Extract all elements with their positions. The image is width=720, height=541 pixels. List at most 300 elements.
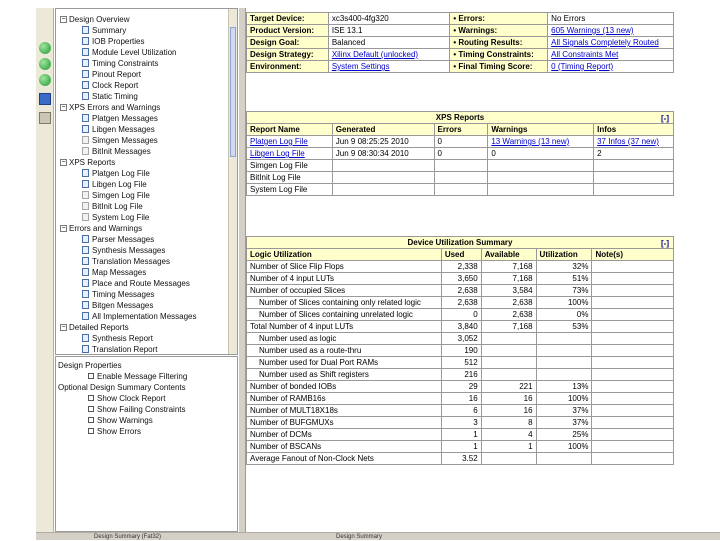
notes-cell bbox=[592, 369, 674, 381]
table-row bbox=[247, 184, 674, 196]
table-cell[interactable] bbox=[247, 136, 333, 148]
design-properties-pane bbox=[55, 356, 238, 532]
tree-node-label: Simgen Log File bbox=[92, 191, 150, 200]
collapse-icon[interactable]: − bbox=[61, 324, 66, 331]
table-cell bbox=[332, 148, 434, 160]
logic-name-cell: Average Fanout of Non-Clock Nets bbox=[247, 453, 442, 465]
run-icon[interactable] bbox=[39, 42, 51, 54]
tree-node-translation-report[interactable] bbox=[82, 344, 158, 355]
table-cell bbox=[247, 184, 333, 196]
cell-text: Simgen Log File bbox=[250, 161, 308, 170]
used-cell: 3.52 bbox=[441, 453, 481, 465]
status-row bbox=[247, 61, 674, 73]
document-icon bbox=[82, 136, 89, 144]
logic-name-cell: Number used as Shift registers bbox=[247, 369, 442, 381]
utilization-cell bbox=[536, 357, 592, 369]
status-label: Environment: bbox=[247, 61, 329, 73]
table-cell bbox=[488, 184, 594, 196]
logic-name-cell: Number of RAMB16s bbox=[247, 393, 442, 405]
status-value-text[interactable]: Xilinx Default (unlocked) bbox=[331, 50, 419, 59]
utilization-cell: 51% bbox=[536, 273, 592, 285]
tree-node-label: Platgen Log File bbox=[92, 169, 150, 178]
cell-text: Jun 9 08:25:25 2010 bbox=[335, 137, 409, 146]
available-cell: 4 bbox=[481, 429, 536, 441]
used-cell: 2,638 bbox=[441, 285, 481, 297]
used-cell: 6 bbox=[441, 405, 481, 417]
table-cell bbox=[434, 136, 488, 148]
column-header: Available bbox=[481, 249, 536, 261]
utilization-cell: 37% bbox=[536, 417, 592, 429]
property-label: Show Errors bbox=[97, 427, 142, 436]
status-label: Product Version: bbox=[247, 25, 329, 37]
document-icon bbox=[82, 59, 89, 67]
logic-name-cell: Number of Slice Flip Flops bbox=[247, 261, 442, 273]
tree-node-timing-messages[interactable] bbox=[82, 289, 154, 300]
table-row bbox=[247, 357, 674, 369]
document-icon bbox=[82, 268, 89, 276]
table-row bbox=[247, 453, 674, 465]
collapse-icon[interactable]: − bbox=[61, 159, 66, 166]
column-header: Infos bbox=[594, 124, 674, 136]
utilization-cell: 73% bbox=[536, 285, 592, 297]
tree-node-platgen-messages[interactable] bbox=[82, 113, 158, 124]
utilization-cell: 100% bbox=[536, 297, 592, 309]
document-icon bbox=[82, 48, 89, 56]
notes-cell bbox=[592, 321, 674, 333]
status-value bbox=[548, 13, 674, 25]
tree-scrollbar-thumb[interactable] bbox=[230, 27, 236, 157]
tree-node-errors-and-warnings[interactable] bbox=[60, 223, 142, 234]
status-label-text: • Final Timing Score: bbox=[453, 62, 532, 71]
available-cell: 16 bbox=[481, 405, 536, 417]
table-cell bbox=[332, 172, 434, 184]
column-header: Logic Utilization bbox=[247, 249, 442, 261]
tree-node-bitinit-messages[interactable] bbox=[82, 146, 151, 157]
table-cell bbox=[434, 184, 488, 196]
property-show-errors[interactable] bbox=[88, 426, 141, 437]
taskbar-item[interactable]: Design Summary (Fat32) bbox=[94, 534, 162, 540]
tree-node-label: BitInit Messages bbox=[92, 147, 151, 156]
document-icon bbox=[82, 202, 89, 210]
tree-node-label: Summary bbox=[92, 26, 127, 35]
utilization-cell: 13% bbox=[536, 381, 592, 393]
project-status-table bbox=[246, 12, 674, 73]
available-cell: 7,168 bbox=[481, 321, 536, 333]
property-label: Show Failing Constraints bbox=[97, 405, 186, 414]
column-header: Utilization bbox=[536, 249, 592, 261]
status-value-text: No Errors bbox=[551, 14, 586, 23]
cell-text: 0 bbox=[437, 137, 442, 146]
table-cell bbox=[434, 172, 488, 184]
document-icon bbox=[82, 345, 89, 353]
table-cell bbox=[594, 148, 674, 160]
document-icon bbox=[82, 301, 89, 309]
status-value[interactable] bbox=[328, 49, 450, 61]
checkbox[interactable] bbox=[88, 428, 94, 434]
tree-node-timing-constraints[interactable] bbox=[82, 58, 158, 69]
tree-node-pinout-report[interactable] bbox=[82, 69, 141, 80]
status-label bbox=[450, 61, 548, 73]
document-icon bbox=[82, 169, 89, 177]
tree-node-label: Timing Messages bbox=[92, 290, 155, 299]
xps-reports-header bbox=[247, 112, 674, 124]
table-row bbox=[247, 273, 674, 285]
available-cell bbox=[481, 333, 536, 345]
status-label bbox=[450, 25, 548, 37]
notes-cell bbox=[592, 309, 674, 321]
tree-node-label: Place and Route Messages bbox=[92, 279, 190, 288]
status-value-text[interactable]: 605 Warnings (13 new) bbox=[551, 26, 634, 35]
property-label: Show Warnings bbox=[97, 416, 153, 425]
column-header: Report Name bbox=[247, 124, 333, 136]
utilization-cell: 100% bbox=[536, 441, 592, 453]
logic-name-cell: Number of 4 input LUTs bbox=[247, 273, 442, 285]
tree-node-iob-properties[interactable] bbox=[82, 36, 144, 47]
xps-reports-title: XPS Reports bbox=[435, 113, 485, 122]
table-row bbox=[247, 321, 674, 333]
status-value[interactable] bbox=[548, 25, 674, 37]
tree-node-label: Bitgen Messages bbox=[92, 301, 154, 310]
table-cell bbox=[594, 184, 674, 196]
table-row bbox=[247, 297, 674, 309]
document-icon bbox=[82, 257, 89, 265]
status-label: Design Goal: bbox=[247, 37, 329, 49]
status-value-text[interactable]: 0 (Timing Report) bbox=[551, 62, 614, 71]
status-label-text: • Errors: bbox=[453, 14, 485, 23]
tree-node-label: All Implementation Messages bbox=[92, 312, 197, 321]
document-icon bbox=[82, 213, 89, 221]
logic-name-cell: Number of BSCANs bbox=[247, 441, 442, 453]
status-label: Design Strategy: bbox=[247, 49, 329, 61]
tree-node-label: Platgen Messages bbox=[92, 114, 158, 123]
document-icon bbox=[82, 180, 89, 188]
used-cell: 3,052 bbox=[441, 333, 481, 345]
used-cell: 3 bbox=[441, 417, 481, 429]
status-value[interactable] bbox=[548, 37, 674, 49]
tree-node-xps-errors-and-warnings[interactable] bbox=[60, 102, 160, 113]
table-row bbox=[247, 345, 674, 357]
document-icon bbox=[82, 147, 89, 155]
column-header: Note(s) bbox=[592, 249, 674, 261]
checkbox[interactable] bbox=[88, 373, 94, 379]
logic-name-cell: Number of BUFGMUXs bbox=[247, 417, 442, 429]
column-header: Warnings bbox=[488, 124, 594, 136]
design-summary-icon[interactable] bbox=[39, 93, 51, 105]
tree-node-place-and-route-messages[interactable] bbox=[82, 278, 190, 289]
table-cell[interactable] bbox=[247, 148, 333, 160]
tree-node-summary[interactable] bbox=[82, 25, 126, 36]
used-cell: 16 bbox=[441, 393, 481, 405]
table-cell bbox=[488, 148, 594, 160]
logic-name-cell: Number used for Dual Port RAMs bbox=[247, 357, 442, 369]
document-icon bbox=[82, 114, 89, 122]
vertical-toolbar bbox=[36, 8, 54, 540]
xps-collapse-toggle[interactable]: [-] bbox=[661, 114, 669, 123]
document-icon bbox=[82, 81, 89, 89]
utilization-cell: 0% bbox=[536, 309, 592, 321]
used-cell: 512 bbox=[441, 357, 481, 369]
property-show-warnings[interactable] bbox=[88, 415, 153, 426]
tree-node-translation-messages[interactable] bbox=[82, 256, 170, 267]
status-value-text[interactable]: All Signals Completely Routed bbox=[551, 38, 659, 47]
tree-node-label: Translation Report bbox=[92, 345, 158, 354]
table-cell bbox=[247, 160, 333, 172]
utilization-cell: 53% bbox=[536, 321, 592, 333]
tree-node-label: Static Timing bbox=[92, 92, 138, 101]
document-icon bbox=[82, 290, 89, 298]
notes-cell bbox=[592, 429, 674, 441]
notes-cell bbox=[592, 273, 674, 285]
tree-node-label: Simgen Messages bbox=[92, 136, 158, 145]
table-row bbox=[247, 160, 674, 172]
used-cell: 2,338 bbox=[441, 261, 481, 273]
taskbar-item[interactable]: Design Summary bbox=[336, 534, 383, 540]
table-row bbox=[247, 333, 674, 345]
table-row bbox=[247, 261, 674, 273]
status-value-text: Balanced bbox=[331, 38, 366, 47]
table-row bbox=[247, 405, 674, 417]
document-icon bbox=[82, 37, 89, 45]
tree-node-label: BitInit Log File bbox=[92, 202, 143, 211]
status-row bbox=[247, 25, 674, 37]
tree-node-label: Detailed Reports bbox=[69, 323, 129, 332]
taskbar bbox=[36, 532, 720, 540]
column-header: Errors bbox=[434, 124, 488, 136]
notes-cell bbox=[592, 357, 674, 369]
table-row bbox=[247, 172, 674, 184]
column-header: Generated bbox=[332, 124, 434, 136]
tree-node-label: Errors and Warnings bbox=[69, 224, 143, 233]
tree-node-simgen-messages[interactable] bbox=[82, 135, 158, 146]
logic-name-cell: Number used as logic bbox=[247, 333, 442, 345]
status-label bbox=[450, 13, 548, 25]
logic-name-cell: Number of MULT18X18s bbox=[247, 405, 442, 417]
utilization-collapse-toggle[interactable]: [-] bbox=[661, 239, 669, 248]
checkbox[interactable] bbox=[88, 395, 94, 401]
document-icon bbox=[82, 92, 89, 100]
status-value[interactable] bbox=[328, 61, 450, 73]
tree-scrollbar[interactable] bbox=[228, 9, 237, 354]
report-icon[interactable] bbox=[39, 112, 51, 124]
cell-text: 0 bbox=[491, 149, 496, 158]
tree-node-clock-report[interactable] bbox=[82, 80, 138, 91]
checkbox[interactable] bbox=[88, 417, 94, 423]
notes-cell bbox=[592, 345, 674, 357]
document-icon bbox=[82, 279, 89, 287]
notes-cell bbox=[592, 261, 674, 273]
utilization-cell: 100% bbox=[536, 393, 592, 405]
status-value bbox=[328, 37, 450, 49]
table-row bbox=[247, 285, 674, 297]
tree-node-label: Parser Messages bbox=[92, 235, 155, 244]
rerun-icon[interactable] bbox=[39, 58, 51, 70]
tree-node-label: Synthesis Messages bbox=[92, 246, 166, 255]
cell-text: 2 bbox=[597, 149, 602, 158]
tree-node-all-implementation-messages[interactable] bbox=[82, 311, 197, 322]
available-cell: 7,168 bbox=[481, 261, 536, 273]
document-icon bbox=[82, 312, 89, 320]
collapse-icon[interactable]: − bbox=[61, 16, 66, 23]
available-cell: 3,584 bbox=[481, 285, 536, 297]
status-label: Target Device: bbox=[247, 13, 329, 25]
tree-node-label: XPS Reports bbox=[69, 158, 116, 167]
device-utilization-title: Device Utilization Summary bbox=[407, 238, 513, 247]
table-cell bbox=[247, 172, 333, 184]
cell-text[interactable]: 13 Warnings (13 new) bbox=[491, 137, 570, 146]
tree-node-libgen-messages[interactable] bbox=[82, 124, 155, 135]
tree-node-platgen-log-file[interactable] bbox=[82, 168, 150, 179]
table-row bbox=[247, 369, 674, 381]
status-value-text[interactable]: System Settings bbox=[331, 62, 390, 71]
available-cell: 7,168 bbox=[481, 273, 536, 285]
tree-node-design-overview[interactable] bbox=[60, 14, 129, 25]
table-cell bbox=[332, 160, 434, 172]
status-value-text[interactable]: All Constraints Met bbox=[551, 50, 619, 59]
logic-name-cell: Total Number of 4 input LUTs bbox=[247, 321, 442, 333]
available-cell bbox=[481, 369, 536, 381]
xps-reports-table bbox=[246, 111, 674, 196]
cell-text: System Log File bbox=[250, 185, 308, 194]
tree-node-system-log-file[interactable] bbox=[82, 212, 149, 223]
table-cell[interactable] bbox=[594, 136, 674, 148]
table-cell bbox=[488, 160, 594, 172]
tree-node-label: Timing Constraints bbox=[92, 59, 159, 68]
cell-text[interactable]: 37 Infos (37 new) bbox=[597, 137, 659, 146]
used-cell: 2,638 bbox=[441, 297, 481, 309]
tree-node-label: Translation Messages bbox=[92, 257, 170, 266]
status-label-text: • Routing Results: bbox=[453, 38, 522, 47]
collapse-icon[interactable]: − bbox=[61, 225, 66, 232]
table-cell bbox=[434, 148, 488, 160]
logic-name-cell: Number of Slices containing only related logic bbox=[247, 297, 442, 309]
property-enable-message-filtering[interactable] bbox=[88, 371, 187, 382]
used-cell: 3,840 bbox=[441, 321, 481, 333]
document-icon bbox=[82, 246, 89, 254]
used-cell: 1 bbox=[441, 429, 481, 441]
utilization-cell bbox=[536, 453, 592, 465]
used-cell: 29 bbox=[441, 381, 481, 393]
notes-cell bbox=[592, 417, 674, 429]
status-label-text: • Warnings: bbox=[453, 26, 497, 35]
table-cell bbox=[332, 136, 434, 148]
available-cell bbox=[481, 357, 536, 369]
status-row bbox=[247, 13, 674, 25]
table-cell[interactable] bbox=[488, 136, 594, 148]
used-cell: 3,650 bbox=[441, 273, 481, 285]
tree-node-xps-reports[interactable] bbox=[60, 157, 115, 168]
document-icon bbox=[82, 70, 89, 78]
cell-text: Jun 9 08:30:34 2010 bbox=[335, 149, 409, 158]
notes-cell bbox=[592, 381, 674, 393]
table-row bbox=[247, 441, 674, 453]
tree-node-label: Libgen Messages bbox=[92, 125, 155, 134]
available-cell: 8 bbox=[481, 417, 536, 429]
property-show-clock-report[interactable] bbox=[88, 393, 165, 404]
document-icon bbox=[82, 125, 89, 133]
notes-cell bbox=[592, 393, 674, 405]
document-icon bbox=[82, 26, 89, 34]
table-cell bbox=[434, 160, 488, 172]
utilization-cell: 32% bbox=[536, 261, 592, 273]
used-cell: 216 bbox=[441, 369, 481, 381]
notes-cell bbox=[592, 297, 674, 309]
tree-node-synthesis-report[interactable] bbox=[82, 333, 153, 344]
available-cell: 221 bbox=[481, 381, 536, 393]
available-cell bbox=[481, 345, 536, 357]
utilization-cell bbox=[536, 333, 592, 345]
tree-node-label: Map Messages bbox=[92, 268, 147, 277]
tree-node-detailed-reports[interactable] bbox=[60, 322, 129, 333]
tree-node-simgen-log-file[interactable] bbox=[82, 190, 150, 201]
tree-node-label: IOB Properties bbox=[92, 37, 145, 46]
tree-node-bitinit-log-file[interactable] bbox=[82, 201, 143, 212]
available-cell: 2,638 bbox=[481, 309, 536, 321]
status-row bbox=[247, 49, 674, 61]
notes-cell bbox=[592, 333, 674, 345]
cell-text[interactable]: Libgen Log File bbox=[250, 149, 305, 158]
notes-cell bbox=[592, 441, 674, 453]
utilization-cell bbox=[536, 345, 592, 357]
tree-node-label: Synthesis Report bbox=[92, 334, 153, 343]
property-label: Show Clock Report bbox=[97, 394, 166, 403]
status-value[interactable] bbox=[548, 49, 674, 61]
table-row bbox=[247, 148, 674, 160]
tree-node-static-timing[interactable] bbox=[82, 91, 138, 102]
tree-node-map-messages[interactable] bbox=[82, 267, 146, 278]
property-label: Enable Message Filtering bbox=[97, 372, 188, 381]
tree-node-parser-messages[interactable] bbox=[82, 234, 154, 245]
logic-name-cell: Number of DCMs bbox=[247, 429, 442, 441]
status-value[interactable] bbox=[548, 61, 674, 73]
design-summary-tree bbox=[55, 8, 238, 355]
available-cell: 16 bbox=[481, 393, 536, 405]
tree-node-label: XPS Errors and Warnings bbox=[69, 103, 161, 112]
available-cell bbox=[481, 453, 536, 465]
cell-text[interactable]: Platgen Log File bbox=[250, 137, 308, 146]
status-row bbox=[247, 37, 674, 49]
device-utilization-table bbox=[246, 236, 674, 465]
property-label: Optional Design Summary Contents bbox=[58, 383, 186, 392]
notes-cell bbox=[592, 453, 674, 465]
checkbox[interactable] bbox=[88, 406, 94, 412]
table-row bbox=[247, 393, 674, 405]
status-value bbox=[328, 25, 450, 37]
property-show-failing-constraints[interactable] bbox=[88, 404, 185, 415]
status-label-text: • Timing Constraints: bbox=[453, 50, 533, 59]
device-utilization-header bbox=[247, 237, 674, 249]
status-label bbox=[450, 49, 548, 61]
notes-cell bbox=[592, 285, 674, 297]
table-cell bbox=[332, 184, 434, 196]
tree-node-module-level-utilization[interactable] bbox=[82, 47, 177, 58]
tree-node-label: Pinout Report bbox=[92, 70, 141, 79]
notes-cell bbox=[592, 405, 674, 417]
tree-node-synthesis-messages[interactable] bbox=[82, 245, 165, 256]
used-cell: 190 bbox=[441, 345, 481, 357]
tree-node-libgen-log-file[interactable] bbox=[82, 179, 147, 190]
column-header: Used bbox=[441, 249, 481, 261]
utilization-cell: 37% bbox=[536, 405, 592, 417]
tree-node-bitgen-messages[interactable] bbox=[82, 300, 153, 311]
table-row bbox=[247, 429, 674, 441]
logic-name-cell: Number used as a route-thru bbox=[247, 345, 442, 357]
available-cell: 1 bbox=[481, 441, 536, 453]
document-icon bbox=[82, 191, 89, 199]
collapse-icon[interactable]: − bbox=[61, 104, 66, 111]
tree-node-label: Libgen Log File bbox=[92, 180, 147, 189]
property-label: Design Properties bbox=[58, 361, 122, 370]
run-all-icon[interactable] bbox=[39, 74, 51, 86]
